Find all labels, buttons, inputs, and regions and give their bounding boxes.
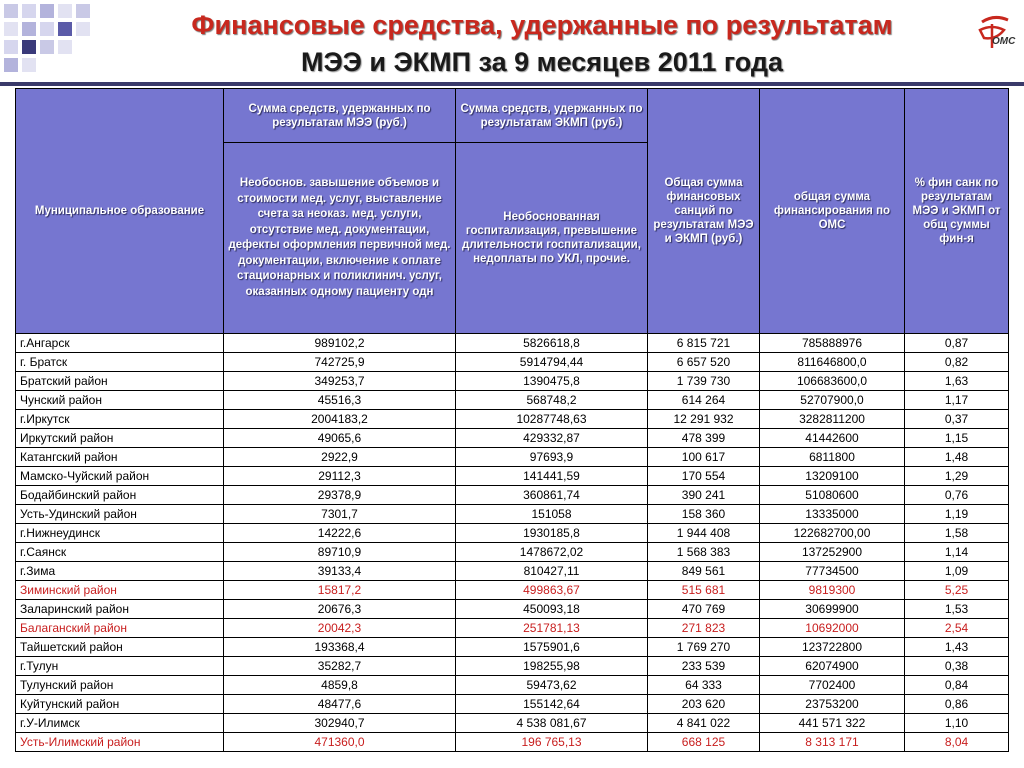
ekmp-cell: 5914794,44	[456, 353, 648, 372]
ekmp-cell: 1930185,8	[456, 524, 648, 543]
ekmp-cell: 450093,18	[456, 600, 648, 619]
ekmp-cell: 59473,62	[456, 676, 648, 695]
total-funding-cell: 123722800	[760, 638, 905, 657]
table-row	[16, 562, 1009, 581]
percent-cell: 1,14	[905, 543, 1009, 562]
municipality-cell: Усть-Удинский район	[16, 505, 224, 524]
total-funding-cell: 9819300	[760, 581, 905, 600]
total-funding-cell: 23753200	[760, 695, 905, 714]
header-total-funding: общая сумма финансирования по ОМС	[760, 89, 905, 334]
municipality-cell: г.Ангарск	[16, 334, 224, 353]
municipality-cell: Бодайбинский район	[16, 486, 224, 505]
total-sanctions-cell: 100 617	[648, 448, 760, 467]
mee-cell: 20676,3	[224, 600, 456, 619]
percent-cell: 0,37	[905, 410, 1009, 429]
table-row	[16, 695, 1009, 714]
municipality-cell: Чунский район	[16, 391, 224, 410]
total-sanctions-cell: 233 539	[648, 657, 760, 676]
ekmp-cell: 97693,9	[456, 448, 648, 467]
ekmp-cell: 1390475,8	[456, 372, 648, 391]
total-funding-cell: 6811800	[760, 448, 905, 467]
municipality-cell: Усть-Илимский район	[16, 733, 224, 752]
percent-cell: 1,58	[905, 524, 1009, 543]
ekmp-cell: 499863,67	[456, 581, 648, 600]
total-funding-cell: 10692000	[760, 619, 905, 638]
table-body	[16, 334, 1009, 752]
percent-cell: 1,19	[905, 505, 1009, 524]
ekmp-cell: 198255,98	[456, 657, 648, 676]
municipality-cell: Братский район	[16, 372, 224, 391]
table-row	[16, 600, 1009, 619]
percent-cell: 8,04	[905, 733, 1009, 752]
percent-cell: 1,10	[905, 714, 1009, 733]
table-row	[16, 486, 1009, 505]
total-funding-cell: 106683600,0	[760, 372, 905, 391]
percent-cell: 0,82	[905, 353, 1009, 372]
ekmp-cell: 155142,64	[456, 695, 648, 714]
ekmp-cell: 141441,59	[456, 467, 648, 486]
ekmp-cell: 810427,11	[456, 562, 648, 581]
decorative-squares	[0, 0, 100, 70]
ekmp-cell: 429332,87	[456, 429, 648, 448]
table-row	[16, 467, 1009, 486]
percent-cell: 1,17	[905, 391, 1009, 410]
table-row	[16, 657, 1009, 676]
total-funding-cell: 3282811200	[760, 410, 905, 429]
ekmp-cell: 1575901,6	[456, 638, 648, 657]
municipality-cell: Балаганский район	[16, 619, 224, 638]
total-funding-cell: 30699900	[760, 600, 905, 619]
ekmp-cell: 196 765,13	[456, 733, 648, 752]
municipality-cell: г. Братск	[16, 353, 224, 372]
municipality-cell: Катангский район	[16, 448, 224, 467]
percent-cell: 0,76	[905, 486, 1009, 505]
mee-cell: 302940,7	[224, 714, 456, 733]
table-row	[16, 638, 1009, 657]
total-sanctions-cell: 6 657 520	[648, 353, 760, 372]
table-row	[16, 410, 1009, 429]
mee-cell: 48477,6	[224, 695, 456, 714]
percent-cell: 1,53	[905, 600, 1009, 619]
total-funding-cell: 137252900	[760, 543, 905, 562]
mee-cell: 742725,9	[224, 353, 456, 372]
municipality-cell: Иркутский район	[16, 429, 224, 448]
total-funding-cell: 13335000	[760, 505, 905, 524]
municipality-cell: Куйтунский район	[16, 695, 224, 714]
percent-cell: 1,29	[905, 467, 1009, 486]
percent-cell: 0,84	[905, 676, 1009, 695]
mee-cell: 2922,9	[224, 448, 456, 467]
total-funding-cell: 811646800,0	[760, 353, 905, 372]
total-funding-cell: 77734500	[760, 562, 905, 581]
percent-cell: 2,54	[905, 619, 1009, 638]
total-sanctions-cell: 271 823	[648, 619, 760, 638]
total-sanctions-cell: 64 333	[648, 676, 760, 695]
mee-cell: 35282,7	[224, 657, 456, 676]
percent-cell: 1,09	[905, 562, 1009, 581]
mee-cell: 49065,6	[224, 429, 456, 448]
total-sanctions-cell: 1 769 270	[648, 638, 760, 657]
total-sanctions-cell: 1 739 730	[648, 372, 760, 391]
municipality-cell: г.Тулун	[16, 657, 224, 676]
total-funding-cell: 122682700,00	[760, 524, 905, 543]
percent-cell: 0,38	[905, 657, 1009, 676]
percent-cell: 0,87	[905, 334, 1009, 353]
header-municipality: Муниципальное образование	[16, 89, 224, 334]
mee-cell: 15817,2	[224, 581, 456, 600]
table-row	[16, 391, 1009, 410]
mee-cell: 989102,2	[224, 334, 456, 353]
municipality-cell: Тайшетский район	[16, 638, 224, 657]
table-row	[16, 524, 1009, 543]
total-sanctions-cell: 12 291 932	[648, 410, 760, 429]
table-row	[16, 714, 1009, 733]
municipality-cell: г.Саянск	[16, 543, 224, 562]
total-funding-cell: 7702400	[760, 676, 905, 695]
mee-cell: 39133,4	[224, 562, 456, 581]
table-row	[16, 429, 1009, 448]
percent-cell: 0,86	[905, 695, 1009, 714]
mee-cell: 2004183,2	[224, 410, 456, 429]
ekmp-cell: 1478672,02	[456, 543, 648, 562]
header-mee-group: Сумма средств, удержанных по результатам МЭЭ (руб.)	[224, 89, 456, 143]
municipality-cell: Мамско-Чуйский район	[16, 467, 224, 486]
table-row	[16, 581, 1009, 600]
ekmp-cell: 10287748,63	[456, 410, 648, 429]
table-row	[16, 372, 1009, 391]
municipality-cell: г.Иркутск	[16, 410, 224, 429]
total-sanctions-cell: 170 554	[648, 467, 760, 486]
header-mee-sub: Необоснов. завышение объемов и стоимости мед. услуг, выставление счета за неоказ. мед. услуги, отсутствие мед. документации, дефекты оформления первичной мед. документации, включение к оплате стационарных и поликлинич. услуг, оказанных одному пациенту одн	[224, 143, 456, 334]
total-sanctions-cell: 6 815 721	[648, 334, 760, 353]
total-sanctions-cell: 158 360	[648, 505, 760, 524]
municipality-cell: Тулунский район	[16, 676, 224, 695]
percent-cell: 1,43	[905, 638, 1009, 657]
percent-cell: 1,48	[905, 448, 1009, 467]
ekmp-cell: 251781,13	[456, 619, 648, 638]
table-row	[16, 543, 1009, 562]
total-funding-cell: 785888976	[760, 334, 905, 353]
header-percent: % фин санк по результатам МЭЭ и ЭКМП от общ суммы фин-я	[905, 89, 1009, 334]
ekmp-cell: 4 538 081,67	[456, 714, 648, 733]
municipality-cell: г.Зима	[16, 562, 224, 581]
mee-cell: 349253,7	[224, 372, 456, 391]
total-funding-cell: 41442600	[760, 429, 905, 448]
ekmp-cell: 151058	[456, 505, 648, 524]
total-sanctions-cell: 1 568 383	[648, 543, 760, 562]
total-sanctions-cell: 1 944 408	[648, 524, 760, 543]
total-sanctions-cell: 515 681	[648, 581, 760, 600]
total-sanctions-cell: 614 264	[648, 391, 760, 410]
table-row	[16, 619, 1009, 638]
mee-cell: 4859,8	[224, 676, 456, 695]
mee-cell: 20042,3	[224, 619, 456, 638]
header-ekmp-group: Сумма средств, удержанных по результатам ЭКМП (руб.)	[456, 89, 648, 143]
header-ekmp-sub: Необоснованная госпитализация, превышение длительности госпитализации, недоплаты по УКЛ, прочие.	[456, 143, 648, 334]
total-sanctions-cell: 470 769	[648, 600, 760, 619]
mee-cell: 29112,3	[224, 467, 456, 486]
mee-cell: 471360,0	[224, 733, 456, 752]
percent-cell: 1,63	[905, 372, 1009, 391]
mee-cell: 89710,9	[224, 543, 456, 562]
total-sanctions-cell: 4 841 022	[648, 714, 760, 733]
table-row	[16, 334, 1009, 353]
page-title-line2: МЭЭ и ЭКМП за 9 месяцев 2011 года	[300, 47, 784, 77]
mee-cell: 193368,4	[224, 638, 456, 657]
total-funding-cell: 52707900,0	[760, 391, 905, 410]
title-divider	[0, 82, 1024, 86]
percent-cell: 5,25	[905, 581, 1009, 600]
total-sanctions-cell: 478 399	[648, 429, 760, 448]
header-total-sanctions: Общая сумма финансовых санций по результатам МЭЭ и ЭКМП (руб.)	[648, 89, 760, 334]
total-funding-cell: 62074900	[760, 657, 905, 676]
table-row	[16, 353, 1009, 372]
table-row	[16, 505, 1009, 524]
page-title-line1: Финансовые средства, удержанные по результатам	[191, 10, 893, 40]
municipality-cell: г.У-Илимск	[16, 714, 224, 733]
table-row	[16, 448, 1009, 467]
table-row	[16, 733, 1009, 752]
mee-cell: 7301,7	[224, 505, 456, 524]
sanctions-table	[15, 88, 1009, 752]
total-funding-cell: 51080600	[760, 486, 905, 505]
municipality-cell: г.Нижнеудинск	[16, 524, 224, 543]
total-funding-cell: 441 571 322	[760, 714, 905, 733]
mee-cell: 29378,9	[224, 486, 456, 505]
mee-cell: 14222,6	[224, 524, 456, 543]
total-funding-cell: 13209100	[760, 467, 905, 486]
total-funding-cell: 8 313 171	[760, 733, 905, 752]
mee-cell: 45516,3	[224, 391, 456, 410]
table-row	[16, 676, 1009, 695]
total-sanctions-cell: 668 125	[648, 733, 760, 752]
oms-logo-text: ОМС	[992, 36, 1016, 47]
municipality-cell: Заларинский район	[16, 600, 224, 619]
ekmp-cell: 568748,2	[456, 391, 648, 410]
total-sanctions-cell: 390 241	[648, 486, 760, 505]
ekmp-cell: 360861,74	[456, 486, 648, 505]
municipality-cell: Зиминский район	[16, 581, 224, 600]
total-sanctions-cell: 203 620	[648, 695, 760, 714]
total-sanctions-cell: 849 561	[648, 562, 760, 581]
percent-cell: 1,15	[905, 429, 1009, 448]
ekmp-cell: 5826618,8	[456, 334, 648, 353]
